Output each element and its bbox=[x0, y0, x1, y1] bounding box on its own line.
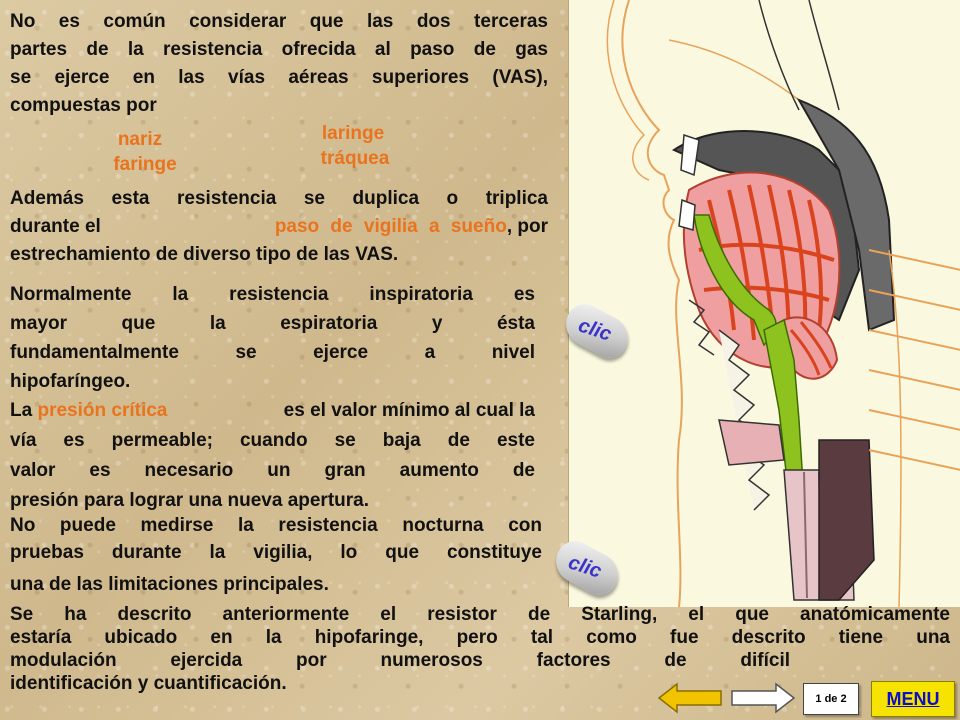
intro-line-1: No es común considerar que las dos terceras bbox=[10, 11, 548, 32]
critical-line-3: valor es necesario un gran aumento de bbox=[10, 460, 535, 481]
term-nariz: nariz bbox=[117, 129, 163, 150]
next-arrow-button[interactable] bbox=[730, 682, 796, 714]
inspiratory-line-2: mayor que la espiratoria y ésta bbox=[10, 313, 535, 334]
intro-paragraph bbox=[10, 8, 548, 120]
sleep-line-2-pre: durante el bbox=[10, 216, 101, 237]
sleep-paragraph bbox=[10, 185, 548, 269]
clic-button-2-label: clic bbox=[565, 551, 605, 583]
intro-line-4: compuestas por bbox=[10, 95, 157, 116]
nocturnal-line-3: una de las limitaciones principales. bbox=[10, 574, 329, 595]
clic-button-1-label: clic bbox=[575, 314, 615, 346]
critical-highlight: presión crítica bbox=[37, 400, 168, 421]
intro-line-3: se ejerce en las vías aéreas superiores (VAS), bbox=[10, 67, 548, 88]
clic-button-2[interactable] bbox=[548, 542, 628, 598]
critical-line-2: vía es permeable; cuando se baja de este bbox=[10, 430, 535, 451]
term-traquea: tráquea bbox=[320, 148, 390, 169]
left-arrow-icon bbox=[657, 682, 723, 714]
menu-button[interactable] bbox=[871, 681, 955, 717]
critical-line-1-pre: La bbox=[10, 400, 33, 421]
inspiratory-line-4: hipofaríngeo. bbox=[10, 371, 131, 392]
starling-line-4: identificación y cuantificación. bbox=[10, 673, 287, 694]
page-indicator-label: 1 de 2 bbox=[815, 693, 847, 705]
sleep-line-1: Además esta resistencia se duplica o triplica bbox=[10, 188, 548, 209]
term-laringe: laringe bbox=[321, 123, 385, 144]
inspiratory-line-1: Normalmente la resistencia inspiratoria es bbox=[10, 284, 535, 305]
critical-line-4: presión para lograr una nueva apertura. bbox=[10, 490, 369, 511]
sleep-line-2-post: , por bbox=[506, 216, 548, 237]
inspiratory-paragraph bbox=[10, 280, 535, 396]
airway-anatomy-drawing bbox=[569, 0, 960, 607]
critical-line-1-post: es el valor mínimo al cual la bbox=[283, 400, 535, 421]
right-arrow-icon bbox=[730, 682, 796, 714]
sleep-line-2 bbox=[10, 213, 548, 241]
back-arrow-button[interactable] bbox=[657, 682, 723, 714]
inspiratory-line-3: fundamentalmente se ejerce a nivel bbox=[10, 342, 535, 363]
page-indicator bbox=[803, 683, 859, 715]
clic-button-1[interactable] bbox=[558, 305, 638, 361]
sleep-line-3: estrechamiento de diverso tipo de las VAS. bbox=[10, 244, 399, 265]
critical-line-1 bbox=[10, 396, 535, 426]
sleep-highlight: paso de vigilia a sueño bbox=[274, 216, 507, 237]
starling-line-2: estaría ubicado en la hipofaringe, pero tal como fue descrito tiene una bbox=[10, 627, 950, 648]
starling-line-1: Se ha descrito anteriormente el resistor de Starling, el que anatómicamente bbox=[10, 604, 950, 625]
nocturnal-paragraph bbox=[10, 512, 542, 598]
starling-paragraph bbox=[10, 603, 950, 695]
intro-line-2: partes de la resistencia ofrecida al paso de gas bbox=[10, 39, 548, 60]
starling-line-3: modulación ejercida por numerosos factores de difícil bbox=[10, 650, 790, 671]
nocturnal-line-2: pruebas durante la vigilia, lo que constituye bbox=[10, 542, 542, 563]
menu-button-label: MENU bbox=[886, 688, 940, 709]
term-faringe: faringe bbox=[113, 154, 177, 175]
airway-illustration bbox=[568, 0, 960, 607]
critical-paragraph bbox=[10, 396, 535, 516]
nocturnal-line-1: No puede medirse la resistencia nocturna con bbox=[10, 515, 542, 536]
